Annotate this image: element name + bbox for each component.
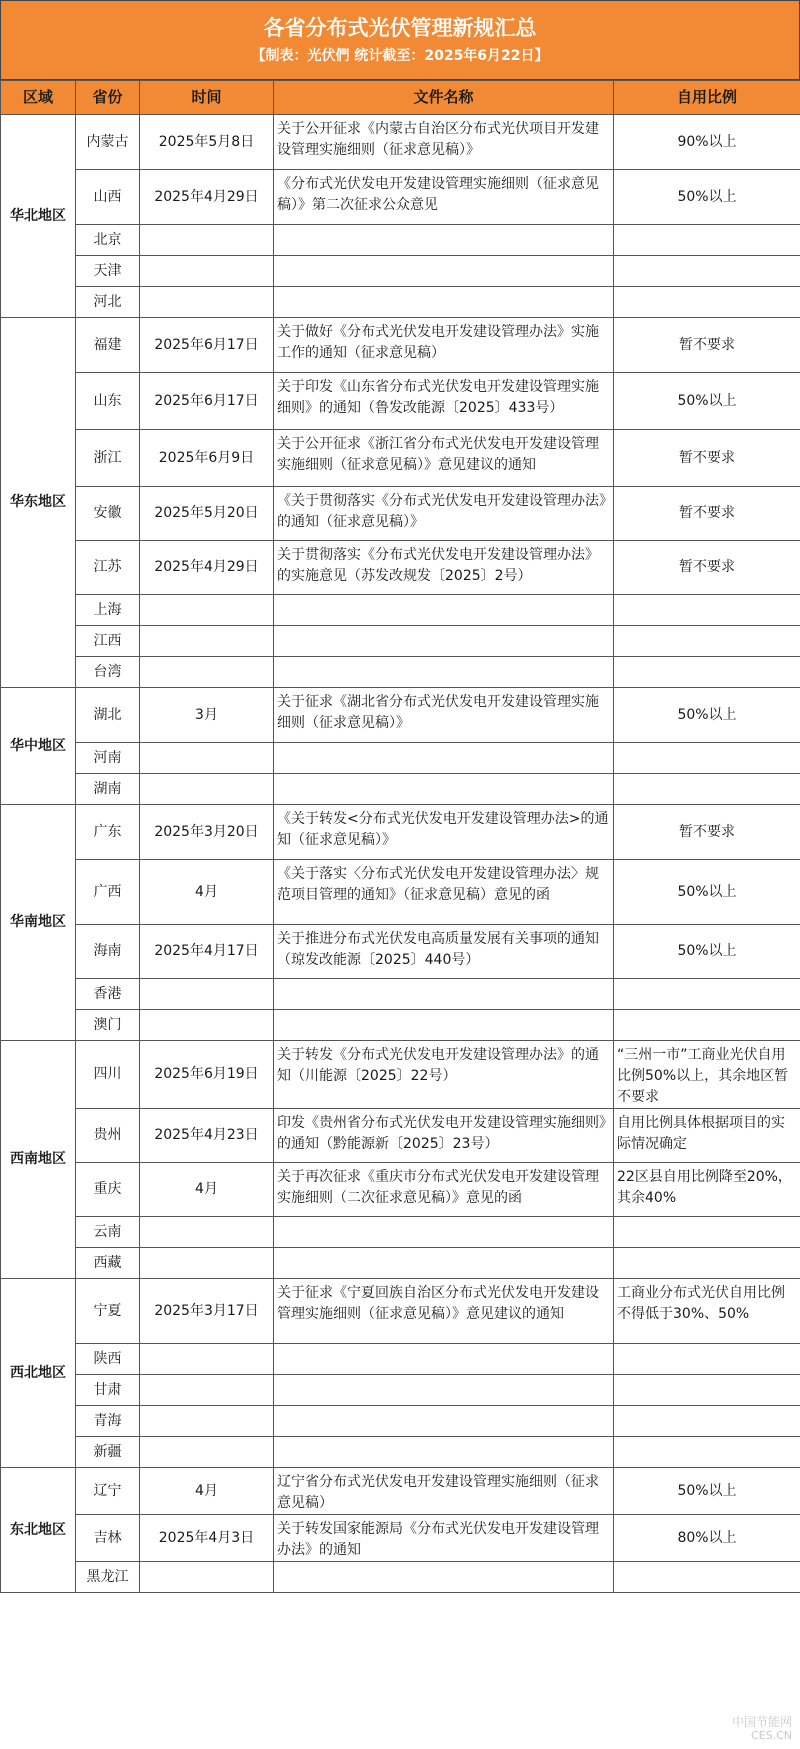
province-cell: 甘肃 [76, 1375, 140, 1406]
region-cell: 东北地区 [1, 1468, 76, 1593]
table-row [1, 1562, 800, 1593]
date-cell: 2025年3月17日 [140, 1279, 274, 1344]
date-cell: 2025年4月29日 [140, 541, 274, 595]
date-cell [140, 1437, 274, 1468]
self-use-ratio-cell: 50%以上 [614, 170, 800, 225]
table-row [1, 657, 800, 688]
self-use-ratio-cell: “三州一市”工商业光伏自用比例50%以上，其余地区暂不要求 [614, 1041, 800, 1109]
table-row [1, 1437, 800, 1468]
self-use-ratio-cell [614, 1217, 800, 1248]
province-cell: 山西 [76, 170, 140, 225]
date-cell [140, 1406, 274, 1437]
date-cell [140, 774, 274, 805]
date-cell: 4月 [140, 1468, 274, 1515]
document-name-cell [274, 1217, 614, 1248]
table-row [1, 225, 800, 256]
table-row [1, 256, 800, 287]
table-row [1, 805, 800, 860]
region-cell: 华南地区 [1, 805, 76, 1041]
document-name-cell [274, 1562, 614, 1593]
table-row [1, 115, 800, 170]
table-header-row [1, 81, 800, 115]
province-cell: 福建 [76, 318, 140, 373]
province-cell: 山东 [76, 373, 140, 430]
table-row [1, 688, 800, 743]
document-name-cell [274, 256, 614, 287]
province-cell: 江西 [76, 626, 140, 657]
province-cell: 重庆 [76, 1163, 140, 1217]
table-row [1, 541, 800, 595]
region-cell: 西南地区 [1, 1041, 76, 1279]
self-use-ratio-cell [614, 657, 800, 688]
date-cell: 2025年5月20日 [140, 487, 274, 541]
date-cell [140, 1010, 274, 1041]
self-use-ratio-cell: 50%以上 [614, 1468, 800, 1515]
date-cell [140, 979, 274, 1010]
province-cell: 广东 [76, 805, 140, 860]
date-cell [140, 1248, 274, 1279]
table-row [1, 430, 800, 487]
province-cell: 湖北 [76, 688, 140, 743]
document-name-cell [274, 1406, 614, 1437]
page-title: 各省分布式光伏管理新规汇总 [263, 16, 537, 40]
province-cell: 陕西 [76, 1344, 140, 1375]
table-row [1, 287, 800, 318]
province-cell: 浙江 [76, 430, 140, 487]
province-cell: 澳门 [76, 1010, 140, 1041]
date-cell: 2025年6月19日 [140, 1041, 274, 1109]
self-use-ratio-cell: 22区县自用比例降至20%，其余40% [614, 1163, 800, 1217]
self-use-ratio-cell [614, 287, 800, 318]
self-use-ratio-cell [614, 1437, 800, 1468]
watermark-line1: 中国节能网 [731, 1715, 792, 1729]
self-use-ratio-cell: 暂不要求 [614, 805, 800, 860]
self-use-ratio-cell [614, 1375, 800, 1406]
table-row [1, 1468, 800, 1515]
region-cell: 华北地区 [1, 115, 76, 318]
table-row [1, 1109, 800, 1163]
self-use-ratio-cell: 暂不要求 [614, 541, 800, 595]
self-use-ratio-cell: 90%以上 [614, 115, 800, 170]
table-row [1, 487, 800, 541]
province-cell: 宁夏 [76, 1279, 140, 1344]
self-use-ratio-cell [614, 774, 800, 805]
column-header-province: 省份 [76, 81, 140, 115]
self-use-ratio-cell: 50%以上 [614, 925, 800, 979]
date-cell [140, 1344, 274, 1375]
date-cell: 2025年5月8日 [140, 115, 274, 170]
document-name-cell: 辽宁省分布式光伏发电开发建设管理实施细则（征求意见稿） [274, 1468, 614, 1515]
province-cell: 内蒙古 [76, 115, 140, 170]
self-use-ratio-cell: 工商业分布式光伏自用比例不得低于30%、50% [614, 1279, 800, 1344]
date-cell: 2025年6月9日 [140, 430, 274, 487]
province-cell: 湖南 [76, 774, 140, 805]
province-cell: 北京 [76, 225, 140, 256]
title-block [0, 0, 800, 80]
document-name-cell: 《关于落实〈分布式光伏发电开发建设管理办法〉规范项目管理的通知》（征求意见稿）意见的函 [274, 860, 614, 925]
province-cell: 吉林 [76, 1515, 140, 1562]
region-cell: 华东地区 [1, 318, 76, 688]
table-row [1, 1010, 800, 1041]
date-cell: 4月 [140, 1163, 274, 1217]
document-name-cell [274, 1344, 614, 1375]
watermark [732, 1715, 792, 1743]
province-cell: 新疆 [76, 1437, 140, 1468]
table-row [1, 318, 800, 373]
table-body [1, 115, 800, 1593]
province-cell: 海南 [76, 925, 140, 979]
date-cell [140, 225, 274, 256]
province-cell: 辽宁 [76, 1468, 140, 1515]
province-cell: 香港 [76, 979, 140, 1010]
province-cell: 青海 [76, 1406, 140, 1437]
table-row [1, 1163, 800, 1217]
table-row [1, 595, 800, 626]
table-row [1, 1217, 800, 1248]
self-use-ratio-cell: 50%以上 [614, 860, 800, 925]
province-cell: 贵州 [76, 1109, 140, 1163]
table-row [1, 1375, 800, 1406]
table-row [1, 925, 800, 979]
document-name-cell: 关于征求《宁夏回族自治区分布式光伏发电开发建设管理实施细则（征求意见稿）》意见建议的通知 [274, 1279, 614, 1344]
document-name-cell [274, 1010, 614, 1041]
document-name-cell [274, 1437, 614, 1468]
date-cell: 2025年4月17日 [140, 925, 274, 979]
date-cell: 2025年6月17日 [140, 373, 274, 430]
province-cell: 云南 [76, 1217, 140, 1248]
self-use-ratio-cell [614, 1248, 800, 1279]
date-cell [140, 743, 274, 774]
table-row [1, 860, 800, 925]
self-use-ratio-cell [614, 1562, 800, 1593]
date-cell [140, 256, 274, 287]
document-name-cell: 关于做好《分布式光伏发电开发建设管理办法》实施工作的通知（征求意见稿） [274, 318, 614, 373]
self-use-ratio-cell [614, 256, 800, 287]
column-header-document: 文件名称 [274, 81, 614, 115]
date-cell [140, 1375, 274, 1406]
date-cell [140, 626, 274, 657]
document-name-cell: 关于印发《山东省分布式光伏发电开发建设管理实施细则》的通知（鲁发改能源〔2025〕433号） [274, 373, 614, 430]
document-name-cell: 关于贯彻落实《分布式光伏发电开发建设管理办法》的实施意见（苏发改规发〔2025〕2号） [274, 541, 614, 595]
table-row [1, 170, 800, 225]
date-cell [140, 657, 274, 688]
region-cell: 华中地区 [1, 688, 76, 805]
document-name-cell [274, 595, 614, 626]
document-name-cell [274, 657, 614, 688]
document-name-cell: 《分布式光伏发电开发建设管理实施细则（征求意见稿）》第二次征求公众意见 [274, 170, 614, 225]
province-cell: 安徽 [76, 487, 140, 541]
page-subtitle: 【制表：光伏們 统计截至：2025年6月22日】 [251, 48, 549, 64]
self-use-ratio-cell: 暂不要求 [614, 430, 800, 487]
self-use-ratio-cell [614, 595, 800, 626]
table-row [1, 626, 800, 657]
self-use-ratio-cell [614, 1406, 800, 1437]
column-header-ratio: 自用比例 [614, 81, 800, 115]
self-use-ratio-cell: 自用比例具体根据项目的实际情况确定 [614, 1109, 800, 1163]
self-use-ratio-cell [614, 225, 800, 256]
self-use-ratio-cell [614, 979, 800, 1010]
self-use-ratio-cell: 80%以上 [614, 1515, 800, 1562]
self-use-ratio-cell: 50%以上 [614, 373, 800, 430]
province-cell: 河南 [76, 743, 140, 774]
date-cell [140, 1562, 274, 1593]
province-cell: 天津 [76, 256, 140, 287]
table-row [1, 774, 800, 805]
table-row [1, 979, 800, 1010]
region-cell: 西北地区 [1, 1279, 76, 1468]
self-use-ratio-cell: 暂不要求 [614, 487, 800, 541]
table-row [1, 1515, 800, 1562]
self-use-ratio-cell [614, 1010, 800, 1041]
self-use-ratio-cell [614, 743, 800, 774]
province-cell: 四川 [76, 1041, 140, 1109]
province-cell: 上海 [76, 595, 140, 626]
date-cell: 4月 [140, 860, 274, 925]
document-name-cell [274, 287, 614, 318]
self-use-ratio-cell: 50%以上 [614, 688, 800, 743]
document-name-cell: 关于转发国家能源局《分布式光伏发电开发建设管理办法》的通知 [274, 1515, 614, 1562]
regulation-table [0, 80, 800, 1593]
province-cell: 江苏 [76, 541, 140, 595]
document-name-cell [274, 743, 614, 774]
table-row [1, 1248, 800, 1279]
column-header-date: 时间 [140, 81, 274, 115]
province-cell: 台湾 [76, 657, 140, 688]
self-use-ratio-cell: 暂不要求 [614, 318, 800, 373]
document-name-cell: 关于推进分布式光伏发电高质量发展有关事项的通知（琼发改能源〔2025〕440号） [274, 925, 614, 979]
document-name-cell: 关于转发《分布式光伏发电开发建设管理办法》的通知（川能源〔2025〕22号） [274, 1041, 614, 1109]
province-cell: 河北 [76, 287, 140, 318]
document-name-cell: 《关于转发<分布式光伏发电开发建设管理办法>的通知（征求意见稿）》 [274, 805, 614, 860]
date-cell [140, 1217, 274, 1248]
date-cell: 3月 [140, 688, 274, 743]
self-use-ratio-cell [614, 1344, 800, 1375]
document-name-cell [274, 1375, 614, 1406]
document-name-cell: 印发《贵州省分布式光伏发电开发建设管理实施细则》的通知（黔能源新〔2025〕23号） [274, 1109, 614, 1163]
document-name-cell [274, 626, 614, 657]
document-name-cell: 关于公开征求《浙江省分布式光伏发电开发建设管理实施细则（征求意见稿）》意见建议的通知 [274, 430, 614, 487]
province-cell: 西藏 [76, 1248, 140, 1279]
document-name-cell [274, 225, 614, 256]
document-name-cell: 关于征求《湖北省分布式光伏发电开发建设管理实施细则（征求意见稿）》 [274, 688, 614, 743]
table-row [1, 1344, 800, 1375]
document-name-cell: 关于公开征求《内蒙古自治区分布式光伏项目开发建设管理实施细则（征求意见稿）》 [274, 115, 614, 170]
document-name-cell [274, 774, 614, 805]
date-cell: 2025年3月20日 [140, 805, 274, 860]
document-name-cell [274, 979, 614, 1010]
table-row [1, 743, 800, 774]
table-row [1, 1279, 800, 1344]
document-name-cell: 关于再次征求《重庆市分布式光伏发电开发建设管理实施细则（二次征求意见稿）》意见的函 [274, 1163, 614, 1217]
province-cell: 黑龙江 [76, 1562, 140, 1593]
watermark-line2: CES.CN [750, 1729, 792, 1742]
date-cell: 2025年6月17日 [140, 318, 274, 373]
province-cell: 广西 [76, 860, 140, 925]
date-cell: 2025年4月23日 [140, 1109, 274, 1163]
document-name-cell [274, 1248, 614, 1279]
self-use-ratio-cell [614, 626, 800, 657]
table-row [1, 1041, 800, 1109]
column-header-region: 区域 [1, 81, 76, 115]
date-cell: 2025年4月3日 [140, 1515, 274, 1562]
date-cell [140, 287, 274, 318]
document-name-cell: 《关于贯彻落实《分布式光伏发电开发建设管理办法》的通知（征求意见稿）》 [274, 487, 614, 541]
table-row [1, 1406, 800, 1437]
table-row [1, 373, 800, 430]
date-cell [140, 595, 274, 626]
date-cell: 2025年4月29日 [140, 170, 274, 225]
